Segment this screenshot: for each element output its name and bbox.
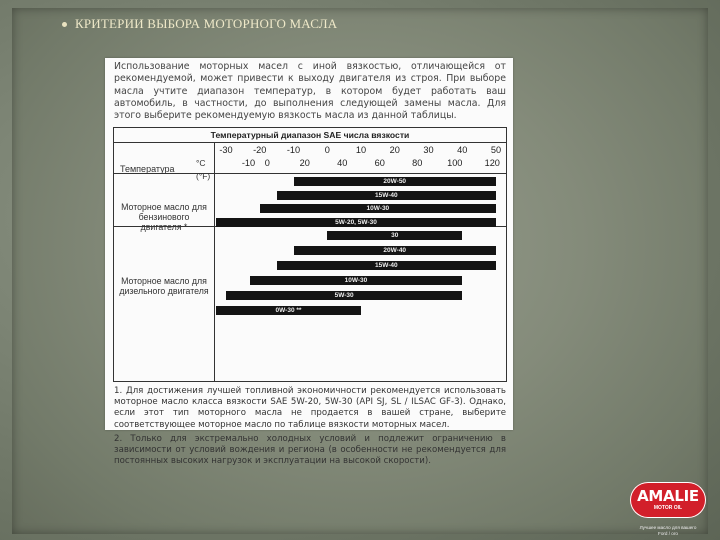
table-header: Температурный диапазон SAE числа вязкости xyxy=(114,128,506,143)
viscosity-table xyxy=(113,127,507,382)
row-divider xyxy=(114,173,506,174)
fahrenheit-tick: 120 xyxy=(484,158,500,168)
fahrenheit-tick: 20 xyxy=(299,158,310,168)
notes xyxy=(114,386,506,470)
intro-paragraph: Использование моторных масел с иной вязкостью, отличающейся от рекомендуемой, может привести к выходу двигателя из строя. При выборе масла учтите диапазон температур, в котором будет работать ваш автомобиль, в частности, до выполнения следующей замены масла. Для этого выберите рекомендуемую вязкость масла из данной таблицы. xyxy=(114,61,506,122)
unit-fahrenheit: (°F) xyxy=(196,171,211,181)
celsius-tick: 10 xyxy=(355,145,367,155)
viscosity-bar: 20W-40 xyxy=(294,246,497,255)
viscosity-bar: 15W-40 xyxy=(277,191,496,200)
viscosity-bar: 5W-30 xyxy=(226,291,462,300)
viscosity-bar: 15W-40 xyxy=(277,261,496,270)
logo-caption: Лучшее масло для вашего Ford / ого xyxy=(639,525,697,536)
brand-logo xyxy=(628,482,708,537)
viscosity-document xyxy=(105,58,513,467)
logo-brand: AMALIE xyxy=(637,487,699,505)
fahrenheit-tick: 100 xyxy=(447,158,463,168)
viscosity-bar: 20W-50 xyxy=(294,177,497,186)
celsius-tick: 0 xyxy=(324,145,330,155)
note-1: 1. Для достижения лучшей топливной экономичности рекомендуется использовать моторное масло класса вязкости SAE 5W-20, 5W-30 (API SJ, SL / ILSAC GF-3). Однако, если этот тип моторного масла не продается в вашей стране, выберите соответствующее моторное масло по таблице вязкости моторных масел. xyxy=(114,386,506,430)
bullet-icon xyxy=(62,22,67,27)
fahrenheit-tick: 80 xyxy=(412,158,423,168)
title-line xyxy=(62,16,337,32)
viscosity-bar: 0W-30 ** xyxy=(216,306,361,315)
diesel-engine-label: Моторное масло для дизельного двигателя xyxy=(119,276,209,296)
celsius-tick: -10 xyxy=(286,145,301,155)
label-column xyxy=(114,142,215,381)
slide-title: КРИТЕРИИ ВЫБОРА МОТОРНОГО МАСЛА xyxy=(75,16,338,31)
celsius-tick: 20 xyxy=(389,145,400,155)
viscosity-bar: 5W-20, 5W-30 xyxy=(216,218,496,227)
unit-celsius: °C xyxy=(196,158,206,168)
viscosity-bar: 10W-30 xyxy=(250,276,463,285)
fahrenheit-tick: 0 xyxy=(264,158,270,168)
fahrenheit-tick: 60 xyxy=(374,158,385,168)
temperature-label: Температура xyxy=(120,164,175,174)
viscosity-bar: 30 xyxy=(327,231,462,240)
logo-subtitle: MOTOR OIL xyxy=(653,505,683,511)
fahrenheit-tick: -10 xyxy=(241,158,256,168)
celsius-tick: -30 xyxy=(219,145,233,155)
celsius-tick: 40 xyxy=(457,145,468,155)
celsius-tick: 30 xyxy=(423,145,434,155)
celsius-tick: 50 xyxy=(490,145,502,155)
amalie-logo xyxy=(630,482,706,518)
note-2: 2. Только для экстремально холодных условий и подлежит ограничению в зависимости от условий вождения и региона (в особенности не рекомендуется для постоянных высоких нагрузок и эксплуатации на высокой скорости). xyxy=(114,433,506,467)
viscosity-bar: 10W-30 xyxy=(260,204,496,213)
fahrenheit-tick: 40 xyxy=(337,158,348,168)
celsius-tick: -20 xyxy=(253,145,267,155)
gasoline-engine-label: Моторное масло для бензинового двигателя * xyxy=(121,202,207,232)
